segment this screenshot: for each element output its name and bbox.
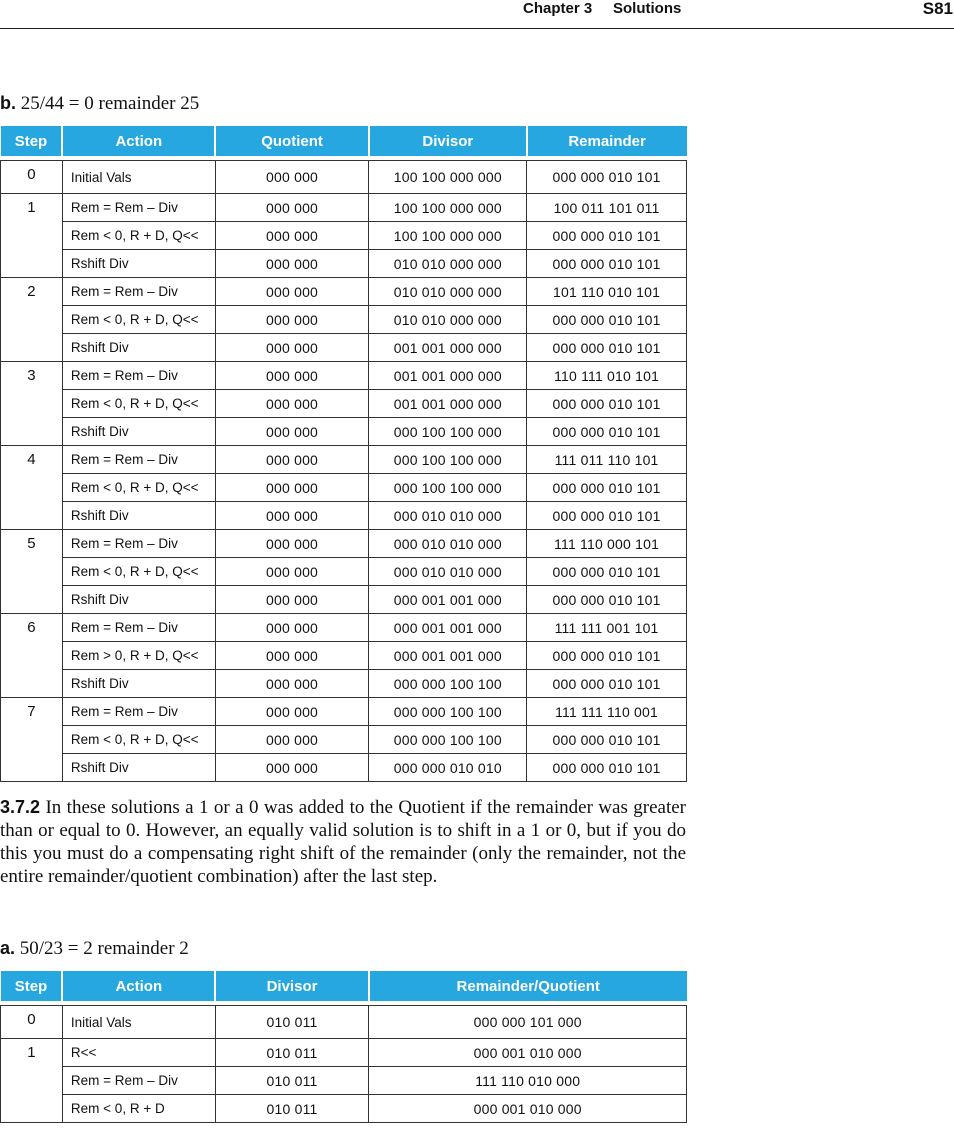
action-cell: Rem < 0, R + D xyxy=(62,1095,215,1123)
divisor-cell: 000 000 100 100 xyxy=(369,698,527,726)
running-head xyxy=(0,0,954,29)
action-cell: Rem = Rem – Div xyxy=(62,446,215,474)
table-row xyxy=(1,1039,687,1067)
column-header: Remainder xyxy=(527,126,687,156)
quotient-cell: 000 000 xyxy=(215,306,369,334)
action-cell: Rem = Rem – Div xyxy=(62,362,215,390)
page-number: S81 xyxy=(922,0,953,18)
action-cell: Initial Vals xyxy=(62,1006,215,1039)
quotient-cell: 000 000 xyxy=(215,698,369,726)
action-cell: Rem < 0, R + D, Q<< xyxy=(62,474,215,502)
action-cell: Rem = Rem – Div xyxy=(62,194,215,222)
section-text: In these solutions a 1 or a 0 was added to the Quotient if the remainder was greater than or equal to 0. However, an equally valid solution is to shift in a 1 or 0, but if you do this you must do a compensating right shift of the remainder (only the remainder, not the entire remainder/quotient combination) after the last step. xyxy=(0,797,686,887)
divisor-cell: 000 100 100 000 xyxy=(369,418,527,446)
action-cell: R<< xyxy=(62,1039,215,1067)
step-cell: 4 xyxy=(1,446,63,530)
divisor-cell: 000 000 010 010 xyxy=(369,754,527,782)
action-cell: Rshift Div xyxy=(62,670,215,698)
table-row xyxy=(1,1067,687,1095)
action-cell: Rem = Rem – Div xyxy=(62,278,215,306)
action-cell: Rshift Div xyxy=(62,754,215,782)
divisor-cell: 000 000 100 100 xyxy=(369,670,527,698)
quotient-cell: 000 000 xyxy=(215,614,369,642)
action-cell: Initial Vals xyxy=(62,161,215,194)
quotient-cell: 000 000 xyxy=(215,754,369,782)
table-row xyxy=(1,726,687,754)
table-row xyxy=(1,474,687,502)
divisor-cell: 010 010 000 000 xyxy=(369,250,527,278)
column-header: Step xyxy=(1,126,63,156)
quotient-cell: 000 000 xyxy=(215,642,369,670)
table-row xyxy=(1,222,687,250)
table-row xyxy=(1,586,687,614)
remainder-cell: 100 011 101 011 xyxy=(527,194,687,222)
table-row xyxy=(1,446,687,474)
divisor-cell: 100 100 000 000 xyxy=(369,222,527,250)
remainder-cell: 000 000 010 101 xyxy=(527,642,687,670)
table-row xyxy=(1,670,687,698)
step-cell: 1 xyxy=(1,1039,63,1123)
quotient-cell: 000 000 xyxy=(215,194,369,222)
table-row xyxy=(1,194,687,222)
divisor-cell: 001 001 000 000 xyxy=(369,362,527,390)
column-header: Action xyxy=(62,971,215,1001)
action-cell: Rem = Rem – Div xyxy=(62,698,215,726)
remainder-cell: 000 000 010 101 xyxy=(527,418,687,446)
part-b-heading xyxy=(0,92,199,115)
step-cell: 5 xyxy=(1,530,63,614)
table-row xyxy=(1,306,687,334)
divisor-cell: 000 100 100 000 xyxy=(369,446,527,474)
divisor-cell: 001 001 000 000 xyxy=(369,390,527,418)
divisor-cell: 000 000 100 100 xyxy=(369,726,527,754)
quotient-cell: 000 000 xyxy=(215,250,369,278)
step-cell: 6 xyxy=(1,614,63,698)
quotient-cell: 000 000 xyxy=(215,418,369,446)
remainder-cell: 000 000 010 101 xyxy=(527,306,687,334)
remainder-cell: 000 000 010 101 xyxy=(527,474,687,502)
remq-cell: 000 000 101 000 xyxy=(369,1006,687,1039)
table-row xyxy=(1,418,687,446)
action-cell: Rem = Rem – Div xyxy=(62,1067,215,1095)
divisor-cell: 100 100 000 000 xyxy=(369,161,527,194)
divisor-cell: 000 001 001 000 xyxy=(369,586,527,614)
step-cell: 1 xyxy=(1,194,63,278)
remainder-cell: 000 000 010 101 xyxy=(527,726,687,754)
quotient-cell: 000 000 xyxy=(215,726,369,754)
divisor-cell: 100 100 000 000 xyxy=(369,194,527,222)
divisor-cell: 010 010 000 000 xyxy=(369,306,527,334)
section-3-7-2-paragraph xyxy=(0,796,686,888)
column-header: Action xyxy=(62,126,215,156)
column-header: Divisor xyxy=(215,971,369,1001)
column-header: Remainder/Quotient xyxy=(369,971,687,1001)
remainder-cell: 000 000 010 101 xyxy=(527,670,687,698)
remainder-cell: 111 011 110 101 xyxy=(527,446,687,474)
table-row xyxy=(1,161,687,194)
step-cell: 3 xyxy=(1,362,63,446)
action-cell: Rem = Rem – Div xyxy=(62,530,215,558)
divisor-cell: 010 011 xyxy=(215,1067,369,1095)
remq-cell: 000 001 010 000 xyxy=(369,1039,687,1067)
part-a-label: a. xyxy=(0,938,16,958)
action-cell: Rem = Rem – Div xyxy=(62,614,215,642)
table-row xyxy=(1,334,687,362)
section-label: Solutions xyxy=(613,0,682,17)
part-a-heading xyxy=(0,937,189,960)
divisor-cell: 010 011 xyxy=(215,1095,369,1123)
remainder-cell: 000 000 010 101 xyxy=(527,161,687,194)
column-header: Divisor xyxy=(369,126,527,156)
action-cell: Rem < 0, R + D, Q<< xyxy=(62,558,215,586)
table-row xyxy=(1,754,687,782)
action-cell: Rshift Div xyxy=(62,418,215,446)
step-cell: 7 xyxy=(1,698,63,782)
remainder-cell: 000 000 010 101 xyxy=(527,250,687,278)
quotient-cell: 000 000 xyxy=(215,362,369,390)
step-cell: 2 xyxy=(1,278,63,362)
table-row xyxy=(1,278,687,306)
divisor-cell: 000 010 010 000 xyxy=(369,530,527,558)
quotient-cell: 000 000 xyxy=(215,222,369,250)
action-cell: Rem < 0, R + D, Q<< xyxy=(62,726,215,754)
chapter-label: Chapter 3 xyxy=(523,0,593,17)
table-row xyxy=(1,530,687,558)
divisor-cell: 000 001 001 000 xyxy=(369,642,527,670)
action-cell: Rshift Div xyxy=(62,586,215,614)
table-row xyxy=(1,1095,687,1123)
part-b-label: b. xyxy=(0,93,16,113)
action-cell: Rshift Div xyxy=(62,334,215,362)
step-cell: 0 xyxy=(1,1006,63,1039)
divisor-cell: 010 011 xyxy=(215,1039,369,1067)
divisor-cell: 000 100 100 000 xyxy=(369,474,527,502)
part-b-title: 25/44 = 0 remainder 25 xyxy=(20,93,200,114)
step-cell: 0 xyxy=(1,161,63,194)
table-row xyxy=(1,362,687,390)
table-row xyxy=(1,698,687,726)
quotient-cell: 000 000 xyxy=(215,502,369,530)
remainder-cell: 000 000 010 101 xyxy=(527,502,687,530)
quotient-cell: 000 000 xyxy=(215,558,369,586)
table-row xyxy=(1,614,687,642)
quotient-cell: 000 000 xyxy=(215,446,369,474)
divisor-cell: 000 010 010 000 xyxy=(369,502,527,530)
divisor-cell: 000 001 001 000 xyxy=(369,614,527,642)
quotient-cell: 000 000 xyxy=(215,334,369,362)
table-row xyxy=(1,642,687,670)
action-cell: Rem > 0, R + D, Q<< xyxy=(62,642,215,670)
remainder-cell: 111 111 001 101 xyxy=(527,614,687,642)
quotient-cell: 000 000 xyxy=(215,670,369,698)
remainder-cell: 111 110 000 101 xyxy=(527,530,687,558)
table-row xyxy=(1,558,687,586)
remainder-cell: 000 000 010 101 xyxy=(527,586,687,614)
column-header: Step xyxy=(1,971,63,1001)
table-row xyxy=(1,390,687,418)
quotient-cell: 000 000 xyxy=(215,530,369,558)
table-row xyxy=(1,502,687,530)
section-number: 3.7.2 xyxy=(0,797,41,817)
table-row xyxy=(1,250,687,278)
remq-cell: 111 110 010 000 xyxy=(369,1067,687,1095)
remainder-cell: 000 000 010 101 xyxy=(527,558,687,586)
part-a-title: 50/23 = 2 remainder 2 xyxy=(19,938,189,959)
quotient-cell: 000 000 xyxy=(215,586,369,614)
remainder-cell: 111 111 110 001 xyxy=(527,698,687,726)
remq-cell: 000 001 010 000 xyxy=(369,1095,687,1123)
quotient-cell: 000 000 xyxy=(215,390,369,418)
remainder-cell: 000 000 010 101 xyxy=(527,222,687,250)
divisor-cell: 001 001 000 000 xyxy=(369,334,527,362)
action-cell: Rem < 0, R + D, Q<< xyxy=(62,222,215,250)
divisor-cell: 000 010 010 000 xyxy=(369,558,527,586)
divisor-cell: 010 011 xyxy=(215,1006,369,1039)
remainder-cell: 000 000 010 101 xyxy=(527,754,687,782)
remainder-cell: 110 111 010 101 xyxy=(527,362,687,390)
column-header: Quotient xyxy=(215,126,369,156)
action-cell: Rshift Div xyxy=(62,502,215,530)
action-cell: Rshift Div xyxy=(62,250,215,278)
remainder-cell: 000 000 010 101 xyxy=(527,390,687,418)
table-row xyxy=(1,1006,687,1039)
action-cell: Rem < 0, R + D, Q<< xyxy=(62,306,215,334)
quotient-cell: 000 000 xyxy=(215,161,369,194)
quotient-cell: 000 000 xyxy=(215,474,369,502)
divisor-cell: 010 010 000 000 xyxy=(369,278,527,306)
quotient-cell: 000 000 xyxy=(215,278,369,306)
division-table-b xyxy=(0,126,687,782)
remainder-cell: 101 110 010 101 xyxy=(527,278,687,306)
action-cell: Rem < 0, R + D, Q<< xyxy=(62,390,215,418)
division-table-a xyxy=(0,971,687,1123)
remainder-cell: 000 000 010 101 xyxy=(527,334,687,362)
